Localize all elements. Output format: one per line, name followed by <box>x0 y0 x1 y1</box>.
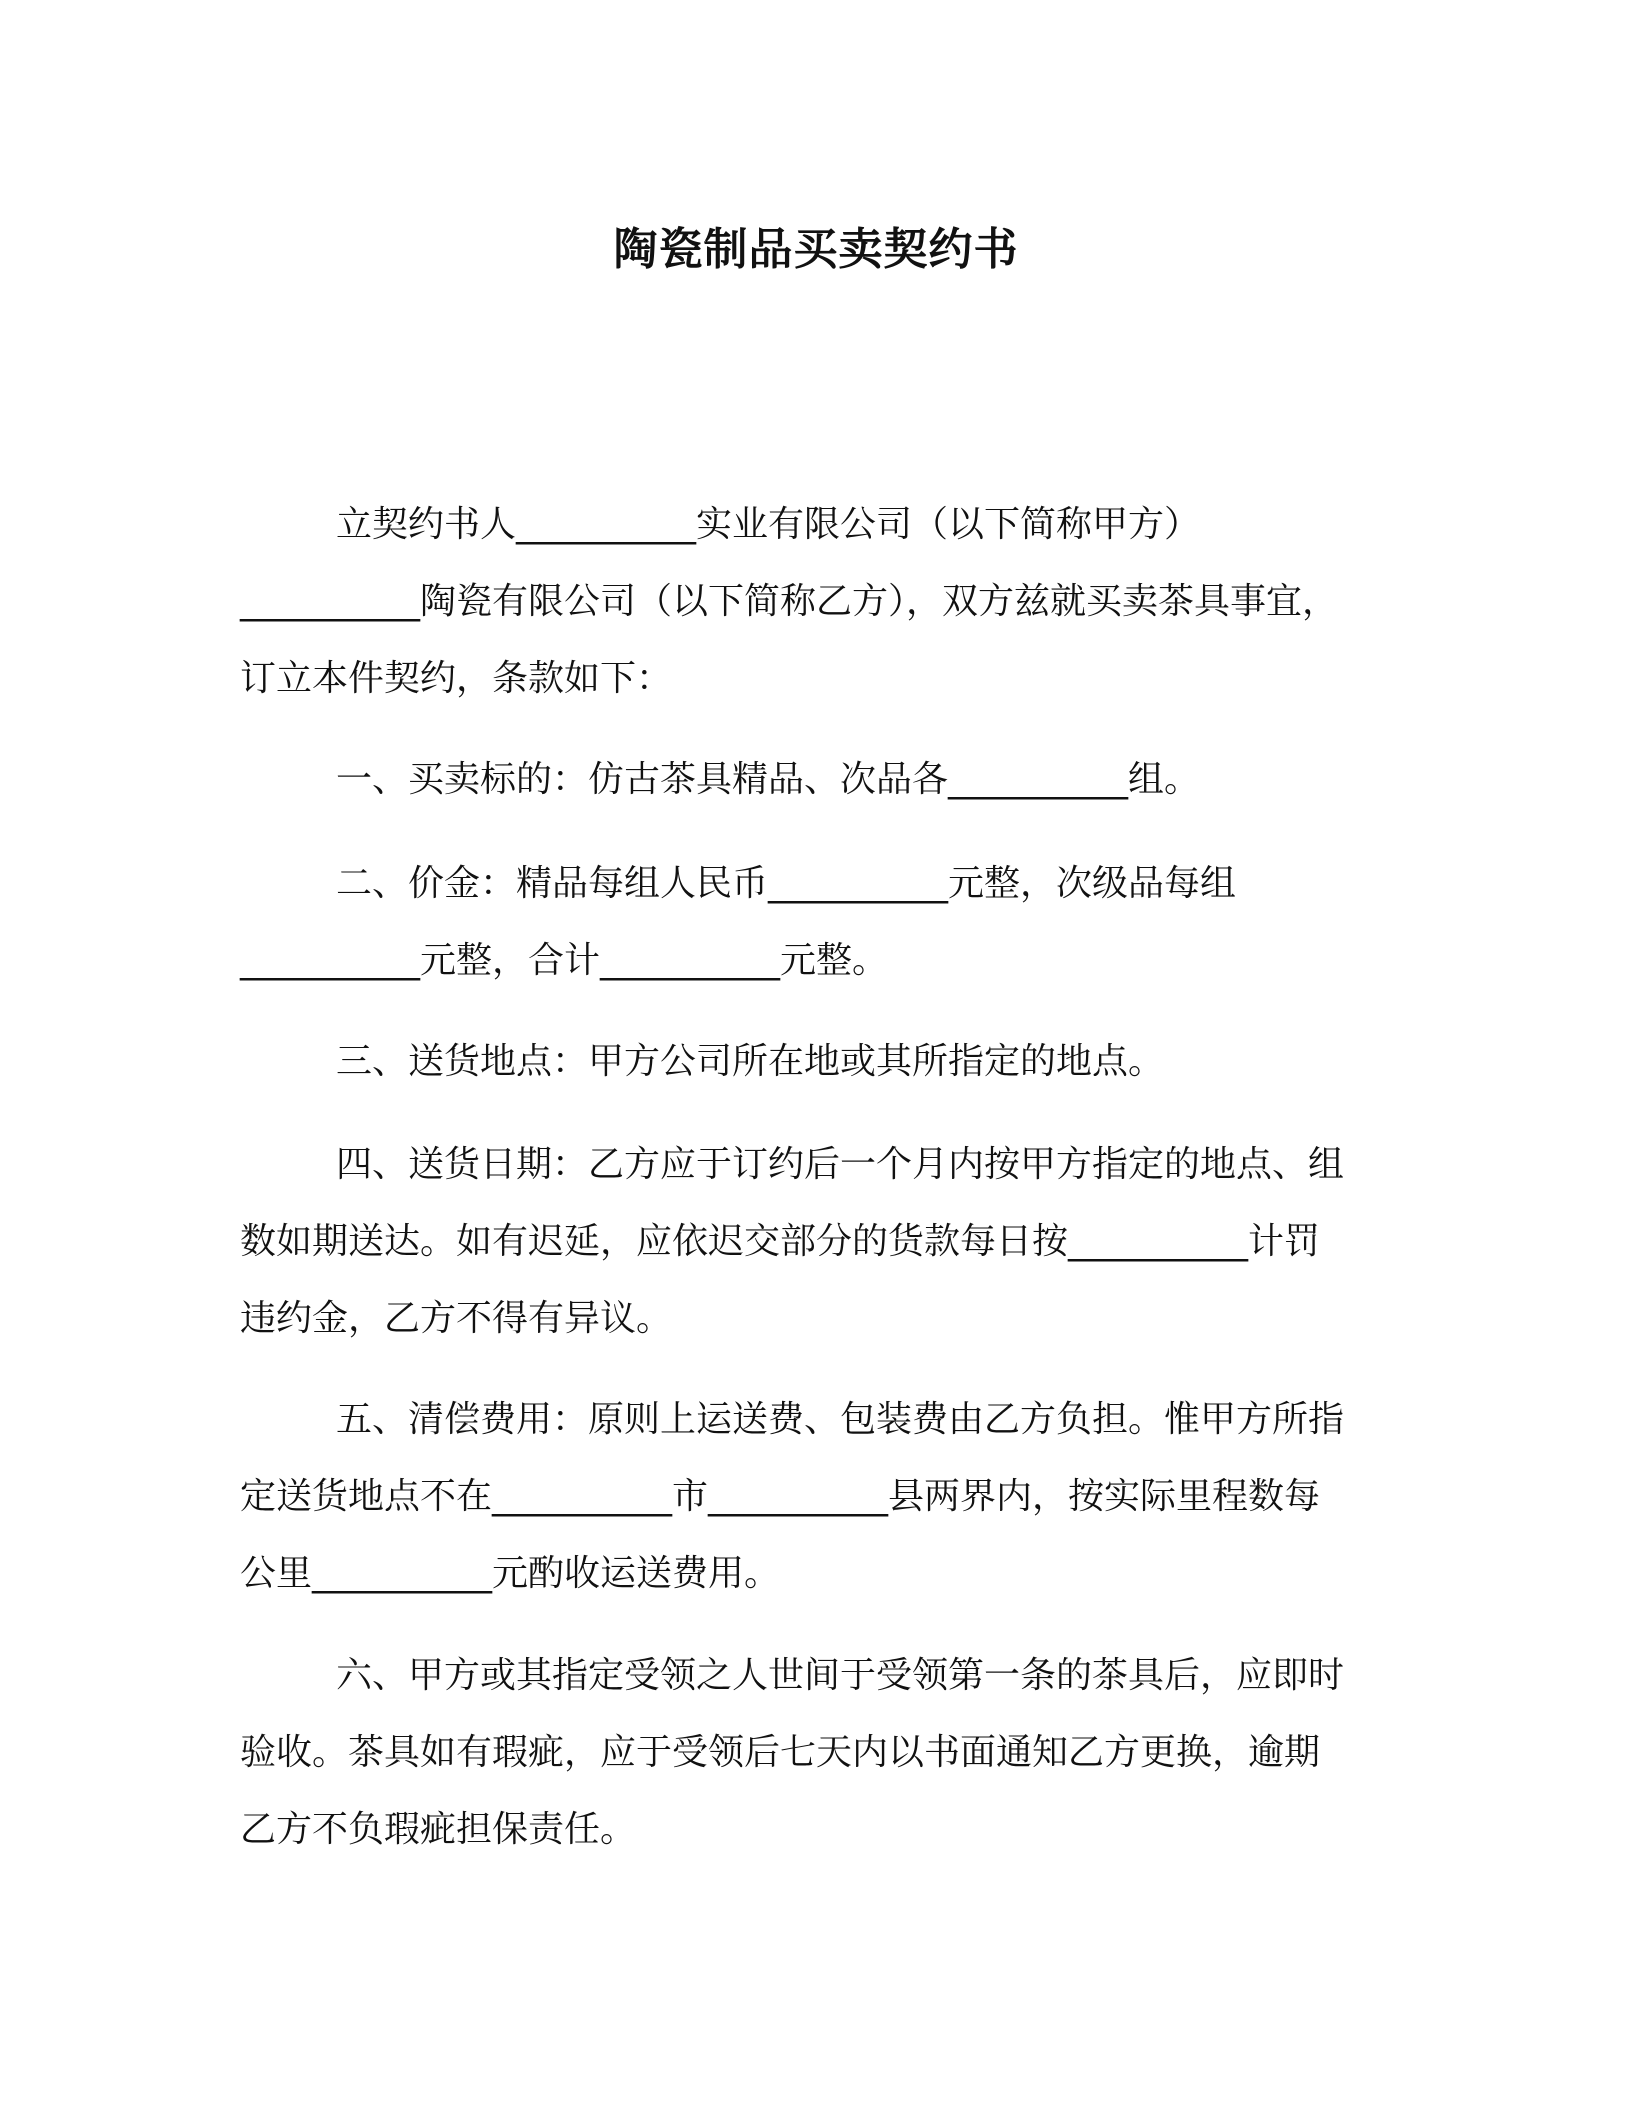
paragraph-clause-4 <box>240 1126 1390 1357</box>
text-line: 六、甲方或其指定受领之人世间于受领第一条的茶具后，应即时 <box>336 1655 1345 1696</box>
text-line: 二、价金：精品每组人民币__________元整，次级品每组 <box>336 863 1237 904</box>
text-line: 三、送货地点：甲方公司所在地或其所指定的地点。 <box>336 1041 1165 1082</box>
text-line: 验收。茶具如有瑕疵，应于受领后七天内以书面通知乙方更换，逾期 <box>240 1732 1321 1773</box>
text-line: 数如期送达。如有迟延，应依迟交部分的货款每日按__________计罚 <box>240 1221 1321 1262</box>
text-line: 一、买卖标的：仿古茶具精品、次品各__________组。 <box>336 759 1201 800</box>
paragraph-clause-5 <box>240 1381 1390 1612</box>
paragraph-clause-1 <box>240 741 1390 818</box>
text-line: 公里__________元酌收运送费用。 <box>240 1553 781 1594</box>
paragraph-clause-3 <box>240 1023 1390 1100</box>
text-line: 定送货地点不在__________市__________县两界内，按实际里程数每 <box>240 1476 1321 1517</box>
text-line: __________陶瓷有限公司（以下简称乙方），双方兹就买卖茶具事宜， <box>240 581 1339 622</box>
paragraph-clause-6 <box>240 1637 1390 1868</box>
text-line: __________元整，合计__________元整。 <box>240 940 889 981</box>
text-line: 四、送货日期：乙方应于订约后一个月内按甲方指定的地点、组 <box>336 1144 1345 1185</box>
text-line: 立契约书人__________实业有限公司（以下简称甲方） <box>336 504 1201 545</box>
text-line: 违约金，乙方不得有异议。 <box>240 1298 673 1339</box>
paragraph-clause-2 <box>240 845 1390 999</box>
text-line: 五、清偿费用：原则上运送费、包装费由乙方负担。惟甲方所指 <box>336 1399 1345 1440</box>
text-line: 订立本件契约，条款如下： <box>240 658 673 699</box>
text-line: 乙方不负瑕疵担保责任。 <box>240 1809 637 1850</box>
document-title: 陶瓷制品买卖契约书 <box>613 224 1019 275</box>
paragraph-preamble <box>240 486 1390 717</box>
